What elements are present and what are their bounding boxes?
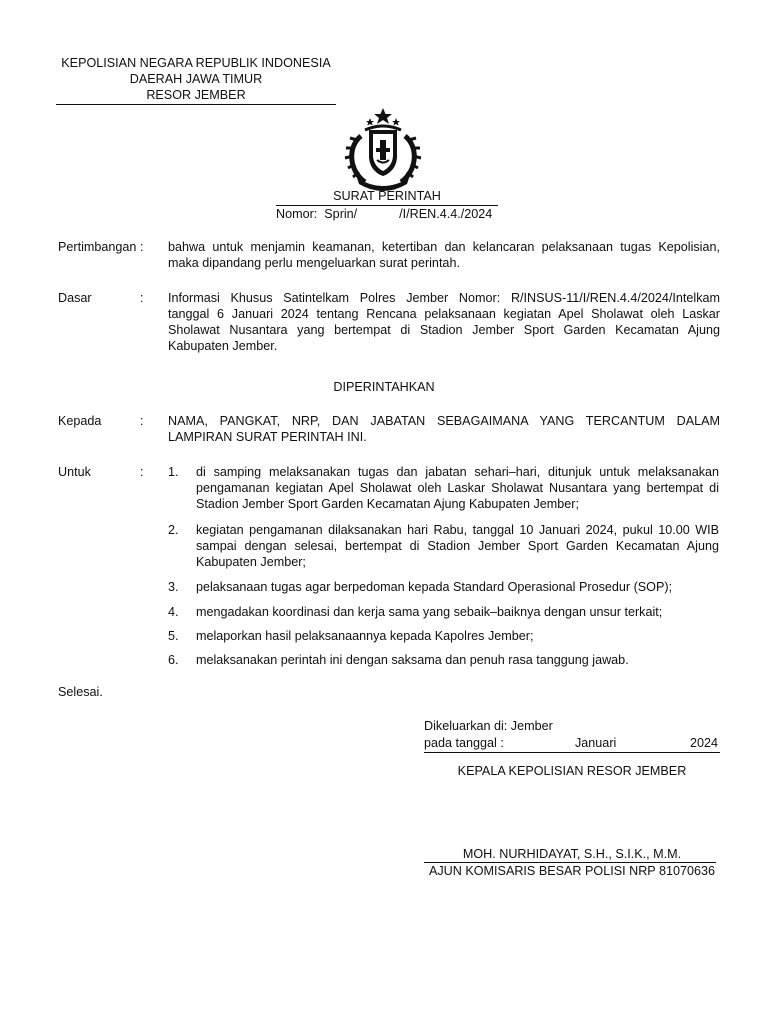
dasar-label: Dasar [58, 291, 92, 305]
dasar-colon: : [140, 291, 144, 305]
institution-name: KEPOLISIAN NEGARA REPUBLIK INDONESIA [61, 56, 331, 70]
letterhead-underline [56, 104, 336, 105]
item-text: di samping melaksanakan tugas dan jabatan sehari–hari, ditunjuk untuk melaksanakan pengamanan kegiatan Apel Sholawat oleh Laskar Sholawat Nusantara yang bertempat di Stadion Jember Sport Garden Kecamatan Ajung Kabupaten Jember; [196, 465, 719, 511]
issued-date-row [424, 735, 720, 751]
untuk-label: Untuk [58, 465, 91, 479]
kepada-label: Kepada [58, 414, 102, 428]
item-number: 1. [168, 465, 179, 479]
document-title: SURAT PERINTAH [333, 189, 441, 203]
signatory-title: KEPALA KEPOLISIAN RESOR JEMBER [457, 764, 687, 778]
pertimbangan-colon: : [140, 240, 144, 254]
pertimbangan-section [58, 239, 720, 273]
item-text: melaksanakan perintah ini dengan saksama dan penuh rasa tanggung jawab. [196, 653, 629, 667]
item-number: 2. [168, 523, 179, 537]
police-emblem-icon [343, 108, 433, 192]
closing-text: Selesai. [58, 685, 103, 699]
issued-place: Dikeluarkan di: Jember [424, 719, 553, 733]
signatory-rank: AJUN KOMISARIS BESAR POLISI NRP 81070636 [428, 864, 716, 878]
dasar-section [58, 290, 720, 356]
kepada-colon: : [140, 414, 144, 428]
issued-date-label: pada tanggal : [424, 736, 504, 750]
untuk-colon: : [140, 465, 144, 479]
item-number: 6. [168, 653, 179, 667]
kepada-text: NAMA, PANGKAT, NRP, DAN JABATAN SEBAGAIMANA YANG TERCANTUM DALAM LAMPIRAN SURAT PERINTAH INI. [168, 414, 720, 444]
issued-month: Januari [575, 736, 617, 750]
item-text: kegiatan pengamanan dilaksanakan hari Rabu, tanggal 10 Januari 2024, pukul 10.00 WIB sampai dengan selesai, bertempat di Stadion Jember Sport Garden Kecamatan Ajung Kabupaten Jember; [196, 523, 719, 569]
document-number: Nomor: Sprin/ /I/REN.4.4./2024 [276, 207, 493, 221]
diperintahkan-heading: DIPERINTAHKAN [333, 380, 435, 394]
letterhead [56, 55, 336, 103]
pertimbangan-text: bahwa untuk menjamin keamanan, ketertiban dan kelancaran pelaksanaan tugas Kepolisian, maka dipandang perlu mengeluarkan surat perintah. [168, 240, 720, 270]
item-text: mengadakan koordinasi dan kerja sama yang sebaik–baiknya dengan unsur terkait; [196, 605, 663, 619]
kepada-section [58, 413, 720, 447]
item-number: 4. [168, 605, 179, 619]
item-number: 3. [168, 580, 179, 594]
item-text: melaporkan hasil pelaksanaannya kepada Kapolres Jember; [196, 629, 534, 643]
item-text: pelaksanaan tugas agar berpedoman kepada Standard Operasional Prosedur (SOP); [196, 580, 673, 594]
region-name: DAERAH JAWA TIMUR [129, 72, 263, 86]
issued-year: 2024 [689, 736, 718, 750]
item-number: 5. [168, 629, 179, 643]
dasar-text: Informasi Khusus Satintelkam Polres Jember Nomor: R/INSUS-11/I/REN.4.4/2024/Intelkam tanggal 6 Januari 2024 tentang Rencana pelaksanaan kegiatan Apel Sholawat oleh Laskar Sholawat Nusantara yang bertempat di Stadion Jember Sport Garden Kecamatan Ajung Kabupaten Jember. [168, 291, 720, 353]
pertimbangan-label: Pertimbangan [58, 240, 137, 254]
date-underline [424, 752, 720, 753]
signatory-name: MOH. NURHIDAYAT, S.H., S.I.K., M.M. [462, 847, 682, 861]
resort-name: RESOR JEMBER [146, 88, 246, 102]
